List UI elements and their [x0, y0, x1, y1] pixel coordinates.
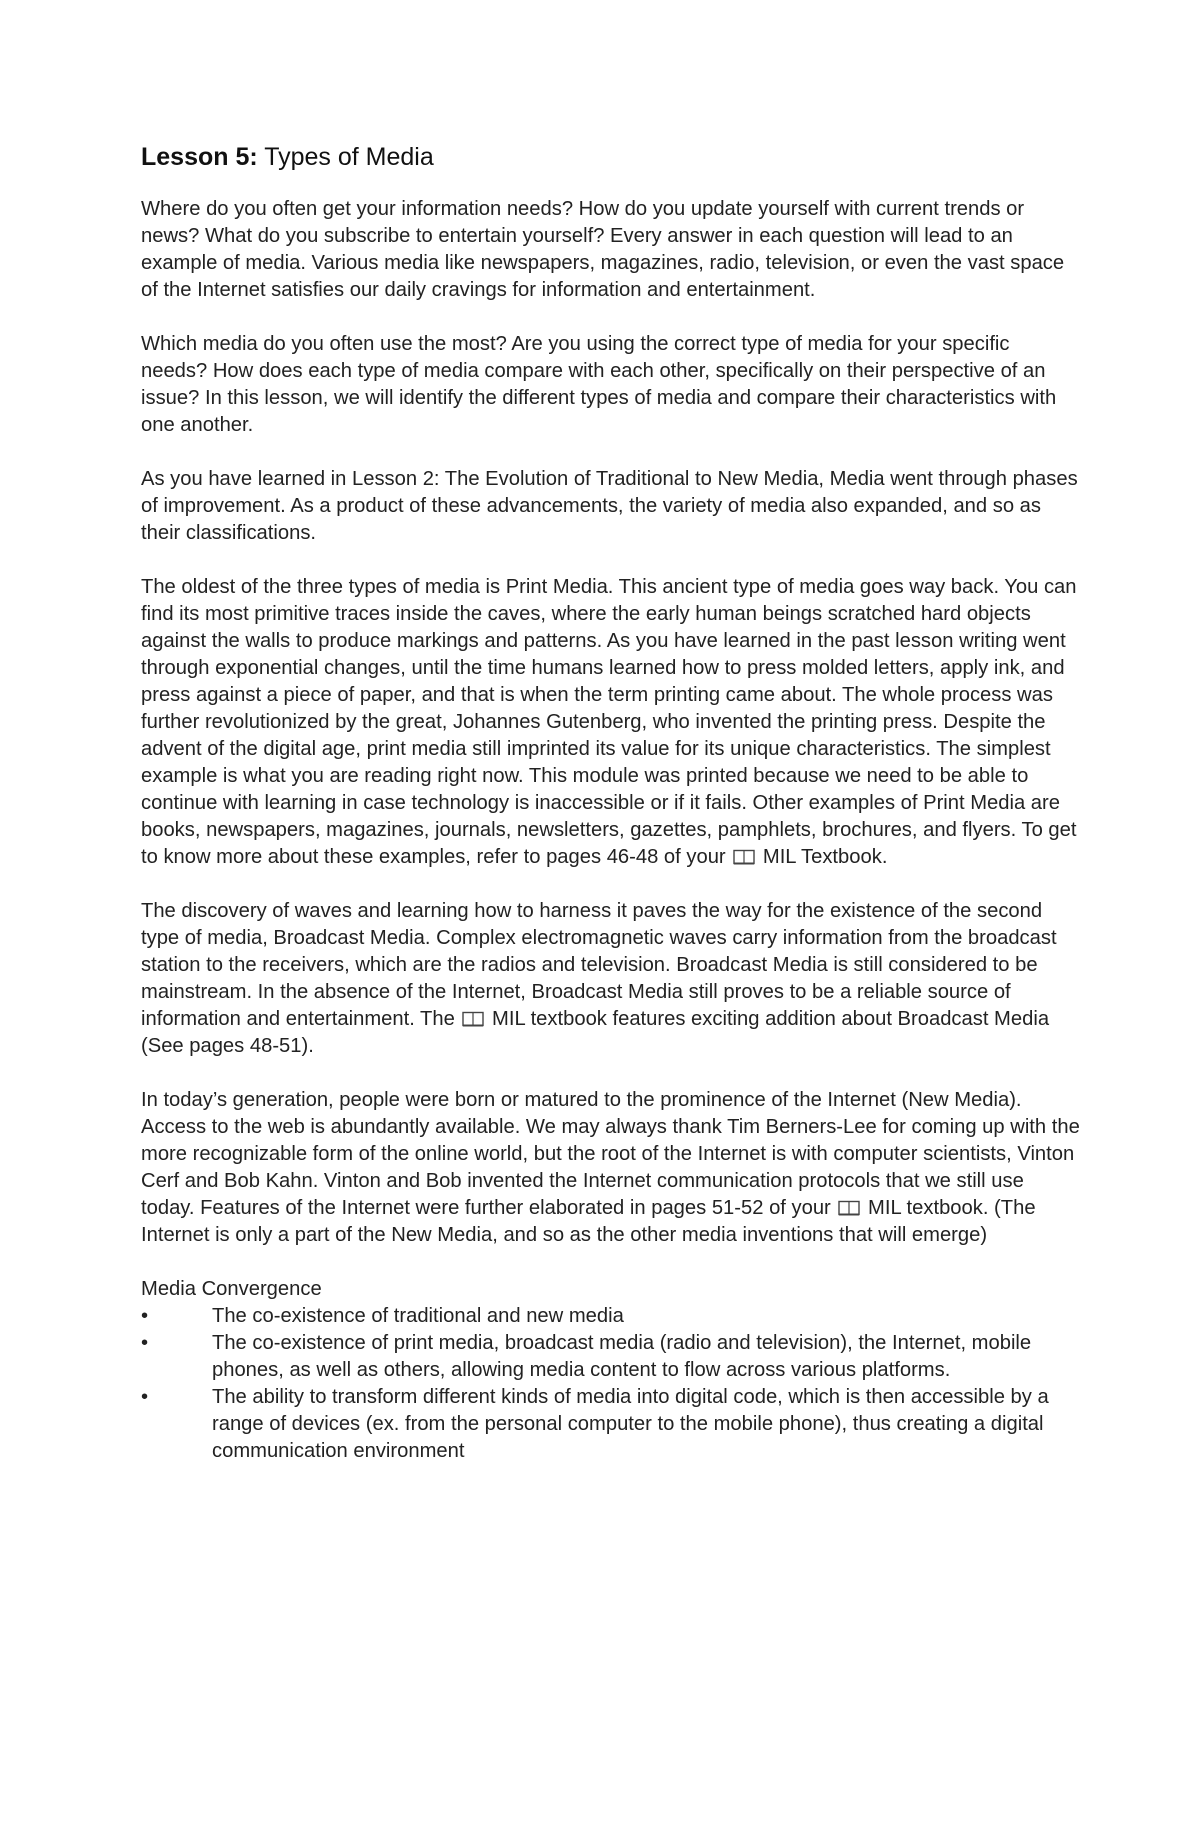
list-item	[141, 1384, 1081, 1465]
print-media-paragraph	[141, 574, 1081, 871]
document-page	[141, 140, 1081, 1465]
broadcast-media-text: The discovery of waves and learning how to harness it paves the way for the existence of the second type of media, Broadcast Media. Complex electromagnetic waves carry information from the broadcast station to the receivers, which are the radios and television. Broadcast Media is still considered to be mainstream. In the absence of the Internet, Broadcast Media still proves to be a reliable source of information and entertainment. The	[141, 900, 1057, 1030]
print-media-text: The oldest of the three types of media is Print Media. This ancient type of media goes way back. You can find its most primitive traces inside the caves, where the early human beings scratched hard objects against the walls to produce markings and patterns. As you have learned in the past lesson writing went through exponential changes, until the time humans learned how to press molded letters, apply ink, and press against a piece of paper, and that is when the term printing came about. The whole process was further revolutionized by the great, Johannes Gutenberg, who invented the printing press. Despite the advent of the digital age, print media still imprinted its value for its unique characteristics. The simplest example is what you are reading right now. This module was printed because we need to be able to continue with learning in case technology is inaccessible or if it fails. Other examples of Print Media are books, newspapers, magazines, journals, newsletters, gazettes, pamphlets, brochures, and flyers. To get to know more about these examples, refer to pages 46-48 of your	[141, 576, 1077, 868]
broadcast-media-textbook-ref: MIL textbook features exciting addition about Broadcast Media (See pages 48-51).	[141, 1008, 1050, 1057]
list-item-text: The co-existence of print media, broadcast media (radio and television), the Internet, mobile phones, as well as others, allowing media content to flow across various platforms.	[212, 1332, 1032, 1381]
bullet-marker: •	[141, 1386, 149, 1408]
open-book-icon	[838, 1200, 860, 1216]
evolution-paragraph: As you have learned in Lesson 2: The Evolution of Traditional to New Media, Media went through phases of improvement. As a product of these advancements, the variety of media also expanded, and so as their classifications.	[141, 468, 1078, 544]
convergence-list	[141, 1303, 1081, 1465]
new-media-text: In today’s generation, people were born or matured to the prominence of the Internet (New Media). Access to the web is abundantly available. We may always thank Tim Berners-Lee for coming up with the more recognizable form of the online world, but the root of the Internet is with computer scientists, Vinton Cerf and Bob Kahn. Vinton and Bob invented the Internet communication protocols that we still use today. Features of the Internet were further elaborated in pages 51-52 of your	[141, 1089, 1080, 1219]
lesson-topic: Types of Media	[257, 143, 434, 171]
questions-paragraph: Which media do you often use the most? Are you using the correct type of media for your specific needs? How does each type of media compare with each other, specifically on their perspective of an issue? In this lesson, we will identify the different types of media and compare their characteristics with one another.	[141, 333, 1057, 436]
list-item-text: The co-existence of traditional and new media	[212, 1305, 624, 1327]
intro-paragraph: Where do you often get your information needs? How do you update yourself with current trends or news? What do you subscribe to entertain yourself? Every answer in each question will lead to an example of media. Various media like newspapers, magazines, radio, television, or even the vast space of the Internet satisfies our daily cravings for information and entertainment.	[141, 198, 1065, 301]
lesson-title	[141, 140, 1081, 174]
broadcast-media-paragraph	[141, 898, 1081, 1060]
open-book-icon	[462, 1011, 484, 1027]
bullet-marker: •	[141, 1332, 149, 1354]
print-media-textbook-ref: MIL Textbook.	[757, 846, 888, 868]
lesson-number: Lesson 5:	[141, 143, 258, 171]
bullet-marker: •	[141, 1305, 149, 1327]
new-media-paragraph	[141, 1087, 1081, 1249]
list-item	[141, 1303, 1081, 1330]
convergence-heading: Media Convergence	[141, 1278, 322, 1300]
open-book-icon	[733, 849, 755, 865]
list-item	[141, 1330, 1081, 1384]
list-item-text: The ability to transform different kinds of media into digital code, which is then accessible by a range of devices (ex. from the personal computer to the mobile phone), thus creating a digital communication environment	[212, 1386, 1049, 1462]
new-media-textbook-ref: MIL textbook. (The Internet is only a part of the New Media, and so as the other media inventions that will emerge)	[141, 1197, 1036, 1246]
